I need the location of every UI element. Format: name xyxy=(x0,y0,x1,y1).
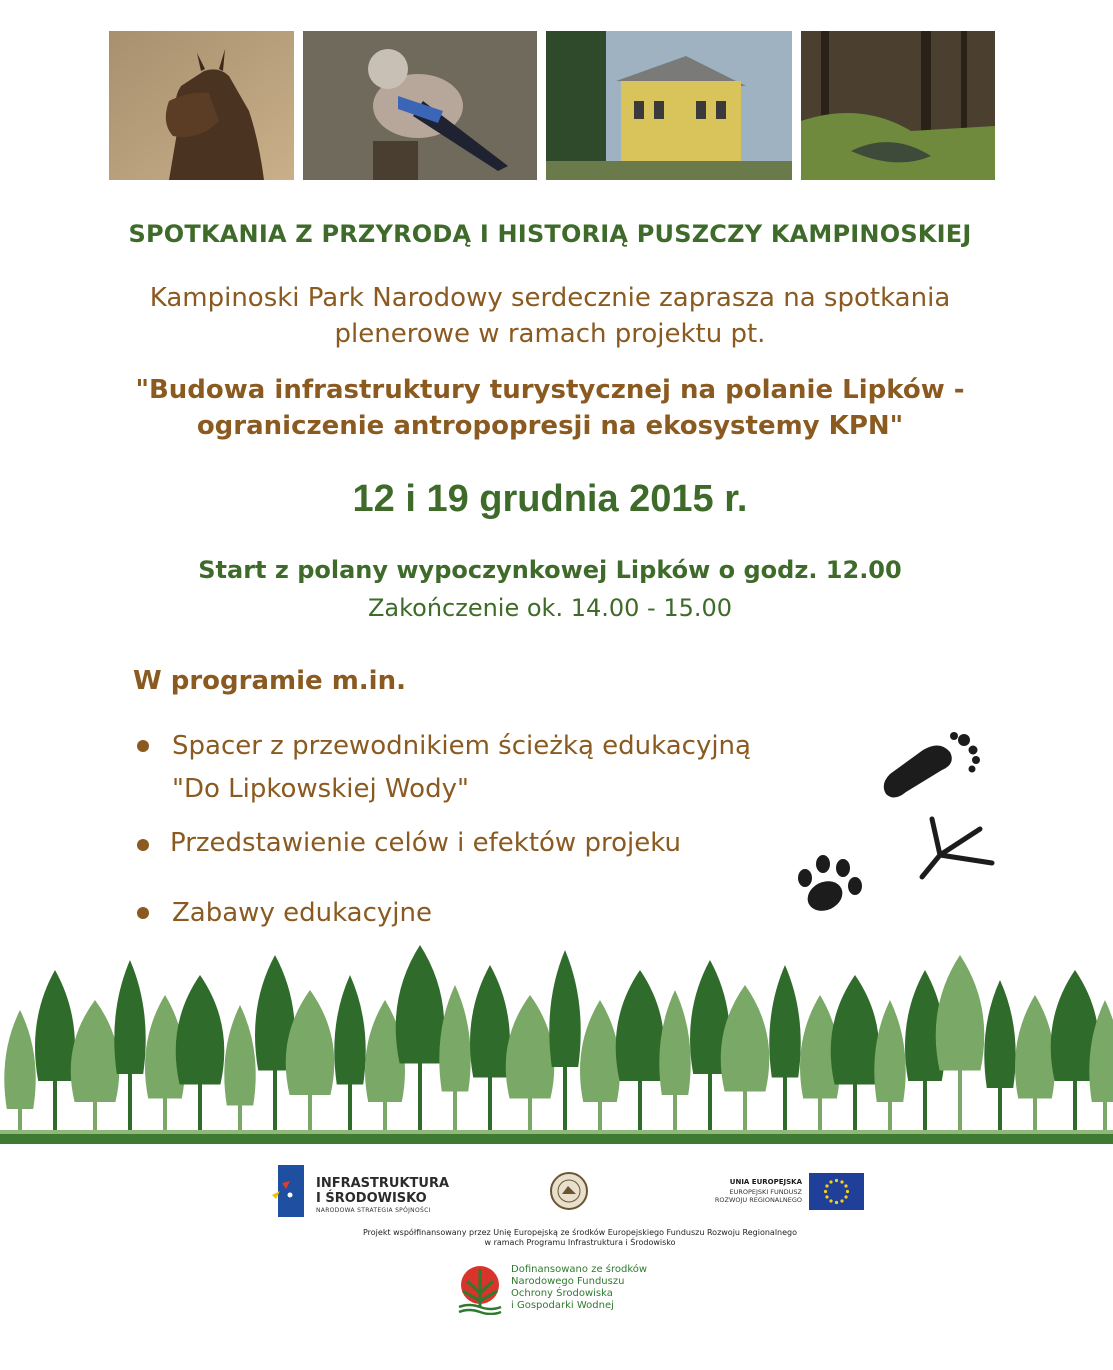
nfosigw-text xyxy=(511,1264,647,1312)
eu-fund-line-2: ROZWOJU REGIONALNEGO xyxy=(714,1196,802,1204)
tree-crown xyxy=(224,1005,255,1106)
eu-star xyxy=(825,1184,828,1187)
event-date: 12 i 19 grudnia 2015 r. xyxy=(352,478,748,520)
tree-crown xyxy=(1015,995,1055,1099)
eu-star xyxy=(829,1199,832,1202)
bullet-dot-2 xyxy=(137,839,149,851)
tree-crown xyxy=(831,975,880,1085)
bullet-dot-1 xyxy=(137,740,149,752)
eu-flag-icon xyxy=(809,1173,864,1210)
tree-crown xyxy=(470,965,510,1078)
forest-silhouette xyxy=(0,940,1113,1150)
eu-title: UNIA EUROPEJSKA xyxy=(729,1178,802,1186)
bird-track-icon xyxy=(918,815,996,881)
eu-star xyxy=(840,1199,843,1202)
ir-line-1: INFRASTRUKTURA xyxy=(316,1176,450,1191)
eu-star xyxy=(840,1180,843,1183)
tree-crown xyxy=(35,970,75,1081)
infrastruktura-logo-icon xyxy=(270,1165,304,1217)
bullet-dot-3 xyxy=(137,907,149,919)
tree-crown xyxy=(4,1010,35,1109)
eu-star xyxy=(825,1195,828,1198)
footprint-icon xyxy=(878,732,982,802)
poster-title: SPOTKANIA Z PRZYRODĄ I HISTORIĄ PUSZCZY KAMPINOSKIEJ xyxy=(128,220,972,248)
project-line-1: "Budowa infrastruktury turystycznej na polanie Lipków - xyxy=(135,375,965,405)
tree-crown xyxy=(549,950,580,1067)
manor-house-photo xyxy=(546,31,792,180)
intro-text xyxy=(0,280,1100,352)
tree-crown xyxy=(659,990,690,1095)
eu-star xyxy=(829,1180,832,1183)
tree-crown xyxy=(396,945,445,1064)
eu-star xyxy=(844,1184,847,1187)
cofin-line-1: Projekt współfinansowany przez Unię Europejską ze środków Europejskiego Funduszu Rozwoju Regionalnego xyxy=(362,1228,798,1237)
infrastruktura-logo-text xyxy=(316,1176,449,1206)
program-item-1-line-2: "Do Lipkowskiej Wody" xyxy=(172,774,469,804)
program-heading: W programie m.in. xyxy=(133,666,406,696)
tree-crown xyxy=(721,985,770,1092)
program-item-1-line-1: Spacer z przewodnikiem ścieżką edukacyjną xyxy=(172,731,751,761)
start-info: Start z polany wypoczynkowej Lipków o godz. 12.00 xyxy=(198,556,902,584)
tree-crown xyxy=(874,1000,905,1102)
nf-line-1: Dofinansowano ze środków xyxy=(511,1264,648,1275)
program-item-3: Zabawy edukacyjne xyxy=(172,898,432,928)
eu-star xyxy=(835,1179,838,1182)
eu-fund-text xyxy=(660,1188,802,1204)
cofinancing-note xyxy=(300,1228,860,1248)
tree-crown xyxy=(286,990,335,1095)
nfosigw-logo-icon xyxy=(455,1263,505,1315)
intro-line-1: Kampinoski Park Narodowy serdecznie zaprasza na spotkania xyxy=(149,283,951,313)
tree-crown xyxy=(769,965,800,1078)
park-seal-icon xyxy=(550,1172,588,1210)
program-item-2: Przedstawienie celów i efektów projeku xyxy=(170,828,681,858)
eu-star xyxy=(824,1190,827,1193)
paw-print-icon xyxy=(795,852,867,918)
tree-crown xyxy=(439,985,470,1092)
ir-line-2: I ŚRODOWISKO xyxy=(316,1191,427,1206)
tree-crown xyxy=(114,960,145,1074)
eu-star xyxy=(835,1201,838,1204)
tree-crown xyxy=(936,955,985,1071)
forest-stream-photo xyxy=(801,31,995,180)
jay-bird-photo xyxy=(303,31,537,180)
end-info: Zakończenie ok. 14.00 - 15.00 xyxy=(367,594,733,622)
tree-crown xyxy=(176,975,225,1085)
moose-head-photo xyxy=(109,31,294,180)
nf-line-2: Narodowego Funduszu xyxy=(511,1276,625,1287)
cofin-line-2: w ramach Programu Infrastruktura i Środowisko xyxy=(484,1238,676,1247)
eu-fund-line-1: EUROPEJSKI FUNDUSZ xyxy=(729,1188,802,1196)
program-item-1 xyxy=(172,725,751,811)
nf-line-3: Ochrony Środowiska xyxy=(511,1288,613,1299)
ir-subtitle: NARODOWA STRATEGIA SPÓJNOŚCI xyxy=(316,1207,431,1214)
tree-crown xyxy=(984,980,1015,1088)
tree-crown xyxy=(580,1000,620,1102)
nf-line-4: i Gospodarki Wodnej xyxy=(511,1300,614,1311)
tree-crown xyxy=(334,975,365,1085)
project-line-2: ograniczenie antropopresji na ekosystemy KPN" xyxy=(196,411,904,441)
tree-crown xyxy=(616,970,665,1081)
eu-star xyxy=(846,1190,849,1193)
intro-line-2: plenerowe w ramach projektu pt. xyxy=(334,319,766,349)
tree-crown xyxy=(71,1000,120,1102)
project-title xyxy=(0,372,1100,444)
tree-crown xyxy=(506,995,555,1099)
eu-star xyxy=(844,1195,847,1198)
